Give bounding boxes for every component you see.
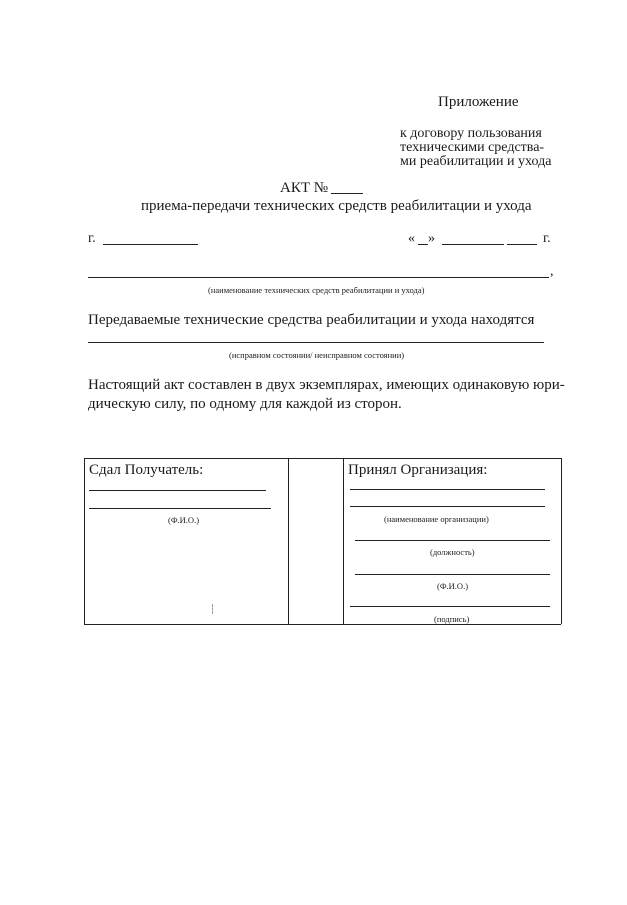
- organization-position-field[interactable]: [355, 540, 550, 541]
- organization-fio-caption: (Ф.И.О.): [437, 581, 469, 591]
- organization-position-caption: (должность): [430, 547, 475, 557]
- year-suffix: г.: [543, 231, 551, 246]
- organization-name-caption: (наименование организации): [384, 514, 489, 524]
- appendix-heading: Приложение: [438, 94, 519, 110]
- organization-name-field[interactable]: [350, 506, 545, 507]
- quote-open: «: [408, 231, 415, 246]
- recipient-name-field[interactable]: [89, 508, 271, 509]
- day-field[interactable]: [418, 244, 428, 245]
- year-field[interactable]: [507, 244, 537, 245]
- city-prefix: г.: [88, 231, 96, 246]
- appendix-note-line-1: к договору пользования: [400, 126, 542, 141]
- table-bottom-border: [84, 624, 561, 625]
- recipient-line-1[interactable]: [89, 490, 266, 491]
- recipient-heading: Сдал Получатель:: [89, 462, 204, 478]
- organization-fio-field[interactable]: [355, 574, 550, 575]
- appendix-note-line-2: техническими средства-: [400, 140, 545, 155]
- appendix-note-line-3: ми реабилитации и ухода: [400, 154, 552, 169]
- organization-line-1[interactable]: [350, 489, 545, 490]
- table-top-border: [84, 458, 561, 459]
- condition-field[interactable]: [88, 342, 544, 343]
- recipient-fio-caption: (Ф.И.О.): [168, 515, 200, 525]
- month-field[interactable]: [442, 244, 504, 245]
- city-field[interactable]: [103, 244, 198, 245]
- table-right-border: [561, 458, 562, 624]
- closing-line-1: Настоящий акт составлен в двух экземплярах, имеющих одинаковую юри-: [88, 377, 565, 393]
- technical-means-field[interactable]: [88, 277, 549, 278]
- act-subtitle: приема-передачи технических средств реабилитации и ухода: [141, 198, 532, 214]
- table-divider-right: [343, 458, 344, 624]
- organization-signature-field[interactable]: [350, 606, 550, 607]
- act-number-field[interactable]: [331, 193, 363, 194]
- condition-caption: (исправном состоянии/ неисправном состоянии): [229, 350, 405, 360]
- table-divider-left: [288, 458, 289, 624]
- organization-heading: Принял Организация:: [348, 462, 488, 478]
- organization-signature-caption: (подпись): [434, 614, 470, 624]
- table-left-border: [84, 458, 85, 624]
- quote-close: »: [428, 231, 435, 246]
- trailing-comma: ,: [550, 264, 554, 279]
- condition-statement: Передаваемые технические средства реабилитации и ухода находятся: [88, 312, 535, 328]
- scan-mark: [212, 604, 213, 614]
- technical-means-caption: (наименование технических средств реабилитации и ухода): [208, 285, 425, 295]
- act-title: АКТ №: [280, 180, 329, 196]
- closing-line-2: дическую силу, по одному для каждой из сторон.: [88, 396, 402, 412]
